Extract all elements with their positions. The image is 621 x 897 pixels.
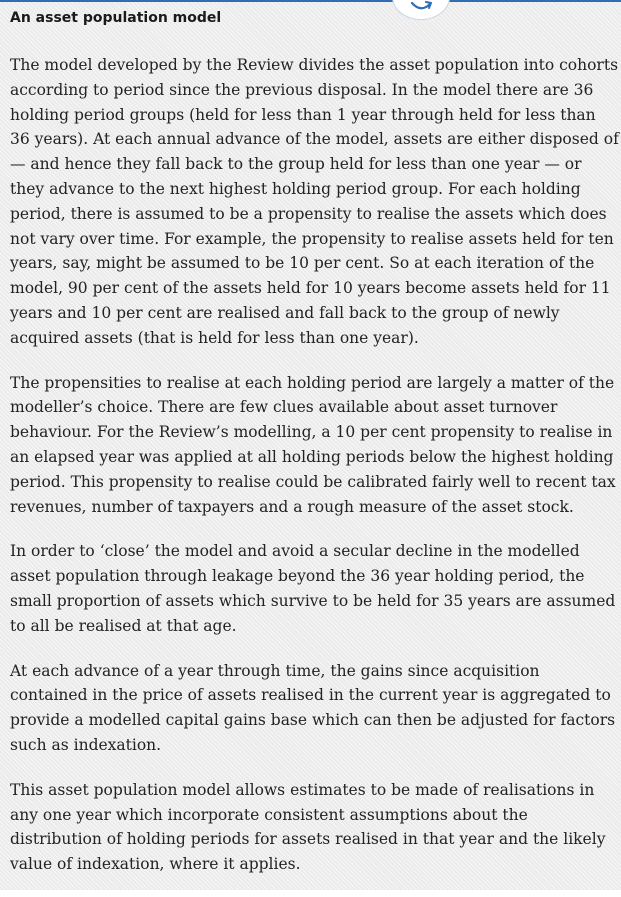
- paragraph-3: In order to ‘close’ the model and avoid a secular decline in the modelled asset population through leakage beyond the 36 year holding period, the small proportion of assets which survive to be held for 35 years are assumed to all be realised at that age.: [10, 542, 616, 635]
- badge: [392, 0, 450, 20]
- paragraph-4: At each advance of a year through time, the gains since acquisition contained in the price of assets realised in the current year is aggregated to provide a modelled capital gains base which can then be adjusted for factors such as indexation.: [10, 661, 616, 754]
- box-title: An asset population model: [10, 10, 222, 26]
- speech-bubble-icon: [410, 0, 432, 14]
- paragraph-1: The model developed by the Review divides the asset population into cohorts according to period since the previous disposal. In the model there are 36 holding period groups (held for less than 1 year through held for less than 36 years). At each annual advance of the model, assets are either disposed of — and hence they fall back to the group held for less than one year — or they advance to the next highest holding period group. For each holding period, there is assumed to be a propensity to realise the assets which does not vary over time. For example, the propensity to realise assets held for ten years, say, might be assumed to be 10 per cent. So at each iteration of the model, 90 per cent of the assets held for 10 years become assets held for 11 years and 10 per cent are realised and fall back to the group of newly acquired assets (that is held for less than one year).: [10, 56, 619, 347]
- paragraph-2: The propensities to realise at each holding period are largely a matter of the modeller’s choice. There are few clues available about asset turnover behaviour. For the Review’s modelling, a 10 per cent propensity to realise in an elapsed year was applied at all holding periods below the highest holding period. This propensity to realise could be calibrated fairly well to recent tax revenues, number of taxpayers and a rough measure of the asset stock.: [10, 373, 616, 516]
- paragraph-5: This asset population model allows estimates to be made of realisations in any one year which incorporate consistent assumptions about the distribution of holding periods for assets realised in that year and the likely value of indexation, where it applies.: [10, 780, 606, 874]
- body-text: [10, 53, 619, 897]
